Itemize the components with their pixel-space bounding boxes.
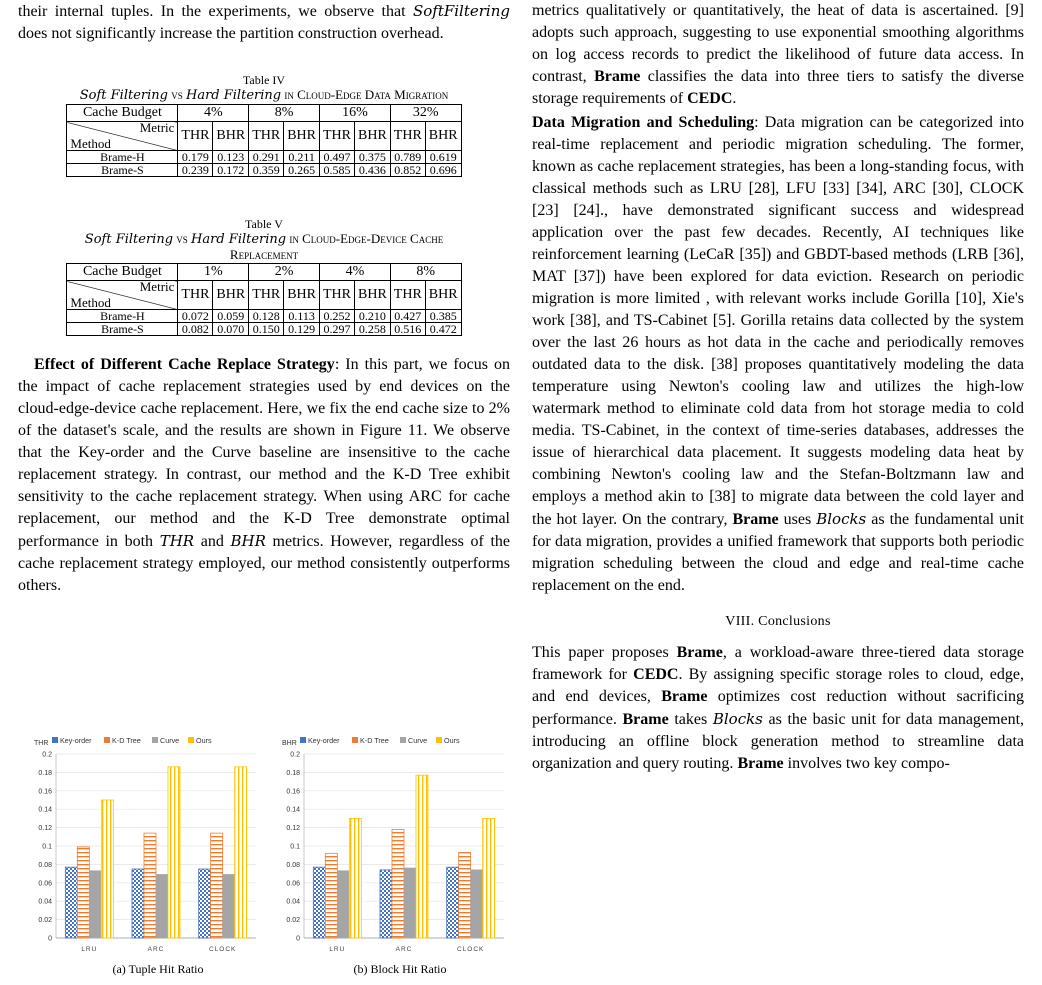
method-label: Method [70, 295, 111, 310]
metric-cell: THR [178, 122, 213, 151]
legend-label: K-D Tree [360, 736, 389, 745]
legend-label: Curve [408, 736, 428, 745]
metric-cell: BHR [425, 122, 461, 151]
value-cell: 0.297 [320, 323, 355, 336]
bar [132, 869, 144, 938]
value-cell: 0.619 [425, 151, 461, 164]
x-tick-label: ARC [147, 946, 165, 953]
table-row [67, 151, 461, 164]
y-tick-label: 0.18 [38, 769, 52, 777]
bar [404, 868, 416, 938]
metric-cell: THR [390, 281, 425, 310]
chart-block-hit-ratio [278, 736, 510, 968]
paragraph-data-migration: Data Migration and Scheduling: Data migration can be categorized into real-time replacement and periodic migration scheduling. The former, known as cache replacement strategies, has been a long-standing focus, with classical methods such as LRU [28], LFU [33] [34], ARC [30], CLOCK [23] [24]., have demonstrated significant success and widespread application over the past few decades. Recently, AI techniques like reinforcement learning (LeCaR [35]) and GBDT-based methods (LRB [36], MAT [37]) have been explored for data eviction. Research on periodic migration is more limited , with relevant works include Gorilla [10], Xie's work [38], and TS-Cabinet [5]. Gorilla retains data collected by the system over the last 26 hours as hot data in the cache and periodically removes outdated data to the disk. [38] proposes quantitatively modeling the data temperature using Newton's cooling law and utilizes the high-low watermark method to eliminate cold data from hot storage media to cold media. TS-Cabinet, in the context of time-series databases, addresses the issue of hierarchical data placement. It suggests modeling data heat by combining Newton's cooling law and the Stefan-Boltzmann law and employs a method akin to [38] to migrate data between the cold layer and the hot layer. On the contrary, Brame uses Blocks as the fundamental unit for data migration, provides a unified framework that supports both periodic migration scheduling between the cloud and edge and real-time cache replacement on the end. [532, 114, 1025, 594]
row-name: Brame-S [67, 164, 178, 177]
legend-label: Key-order [308, 736, 340, 745]
paragraph-conclusions: This paper proposes Brame, a workload-aware three-tiered data storage framework for CEDC. By assigning specific storage roles to cloud, edge, and end devices, Brame optimizes cost reduction without sacrificing performance. Brame takes Blocks as the basic unit for data management, introducing an offline block generation method to streamline data organization and query routing. Brame involves two key compo- [532, 644, 1025, 772]
value-cell: 0.436 [355, 164, 391, 177]
legend-swatch [152, 737, 158, 743]
y-axis-label: BHR [282, 740, 297, 747]
y-tick-label: 0.14 [38, 806, 52, 814]
value-cell: 0.210 [355, 310, 391, 323]
bar [199, 869, 211, 938]
budget-cell: 8% [390, 264, 461, 281]
budget-cell: 8% [249, 105, 320, 122]
value-cell: 0.239 [178, 164, 213, 177]
y-tick-label: 0.1 [290, 843, 300, 851]
y-tick-label: 0.02 [38, 917, 52, 925]
bar [416, 775, 428, 938]
bar [349, 818, 361, 938]
table4-title: Soft Filtering vs Hard Filtering in Cloud-Edge Data Migration [79, 87, 449, 103]
bar [156, 875, 168, 938]
table4-label: Table IV [242, 73, 286, 87]
legend-swatch [436, 737, 442, 743]
value-cell: 0.265 [284, 164, 320, 177]
value-cell: 0.082 [178, 323, 213, 336]
table-row [67, 310, 461, 323]
value-cell: 0.128 [249, 310, 284, 323]
table5 [66, 263, 461, 336]
bar [313, 867, 325, 938]
y-tick-label: 0 [48, 935, 52, 943]
legend-label: Ours [444, 736, 460, 745]
figure-caption-b: (b) Block Hit Ratio [353, 962, 447, 976]
x-tick-label: LRU [329, 946, 346, 953]
metric-cell: THR [249, 122, 284, 151]
figure-caption-a: (a) Tuple Hit Ratio [112, 962, 204, 976]
row-name: Brame-H [67, 151, 178, 164]
value-cell: 0.789 [390, 151, 425, 164]
value-cell: 0.258 [355, 323, 391, 336]
y-tick-label: 0.04 [286, 898, 300, 906]
diagonal-header-cell [67, 281, 178, 310]
table5-title: Soft Filtering vs Hard Filtering in Cloud-Edge-Device Cache Replacement [84, 231, 444, 262]
y-tick-label: 0.06 [38, 880, 52, 888]
bar [89, 871, 101, 938]
value-cell: 0.359 [249, 164, 284, 177]
y-tick-label: 0.18 [286, 769, 300, 777]
value-cell: 0.129 [284, 323, 320, 336]
metric-cell: THR [390, 122, 425, 151]
bar [144, 833, 156, 938]
metric-cell: BHR [284, 281, 320, 310]
value-cell: 0.179 [178, 151, 213, 164]
budget-label: Cache Budget [67, 105, 178, 122]
y-tick-label: 0.06 [286, 880, 300, 888]
value-cell: 0.497 [320, 151, 355, 164]
bar [168, 767, 180, 938]
bar [392, 829, 404, 938]
metric-cell: BHR [284, 122, 320, 151]
bar [101, 800, 113, 938]
y-tick-label: 0.08 [286, 861, 300, 869]
value-cell: 0.059 [213, 310, 249, 323]
legend-swatch [300, 737, 306, 743]
legend-label: Ours [196, 736, 212, 745]
metric-cell: THR [320, 281, 355, 310]
legend-swatch [352, 737, 358, 743]
budget-cell: 32% [390, 105, 461, 122]
metric-cell: BHR [425, 281, 461, 310]
bar [337, 871, 349, 938]
chart-tuple-hit-ratio [30, 736, 262, 968]
bar [380, 870, 392, 938]
x-tick-label: CLOCK [208, 946, 237, 953]
y-tick-label: 0.1 [42, 843, 52, 851]
bar [211, 833, 223, 938]
bar [223, 875, 235, 938]
bar [459, 852, 471, 938]
metric-cell: BHR [213, 281, 249, 310]
metric-cell: BHR [213, 122, 249, 151]
y-tick-label: 0.2 [42, 751, 52, 759]
bar [471, 870, 483, 938]
method-label: Method [70, 136, 111, 151]
budget-label: Cache Budget [67, 264, 178, 281]
bar [65, 867, 77, 938]
value-cell: 0.150 [249, 323, 284, 336]
bar [77, 847, 89, 938]
x-tick-label: CLOCK [456, 946, 485, 953]
right-column [532, 0, 1024, 775]
y-tick-label: 0.08 [38, 861, 52, 869]
bar [325, 853, 337, 938]
legend-swatch [52, 737, 58, 743]
value-cell: 0.252 [320, 310, 355, 323]
value-cell: 0.385 [425, 310, 461, 323]
y-tick-label: 0.04 [38, 898, 52, 906]
value-cell: 0.172 [213, 164, 249, 177]
value-cell: 0.852 [390, 164, 425, 177]
legend-swatch [104, 737, 110, 743]
row-name: Brame-H [67, 310, 178, 323]
y-tick-label: 0.2 [290, 751, 300, 759]
value-cell: 0.211 [284, 151, 320, 164]
y-tick-label: 0.12 [38, 825, 52, 833]
metric-label: Metric [139, 120, 175, 135]
table4 [66, 104, 461, 177]
row-name: Brame-S [67, 323, 178, 336]
y-tick-label: 0.16 [286, 788, 300, 796]
table-row [67, 323, 461, 336]
bar [483, 818, 495, 938]
value-cell: 0.585 [320, 164, 355, 177]
paragraph-effect: Effect of Different Cache Replace Strategy: In this part, we focus on the impact of cache replacement strategies used by end devices on the cloud-edge-device cache replacement. Here, we fix the end cache size to 2% of the dataset's scale, and the results are shown in Figure 11. We observe that the Key-order and the Curve baseline are insensitive to the cache replacement strategy. In contrast, our method and the K-D Tree exhibit sensitivity to the cache replacement strategy. When using ARC for cache replacement, our method and the K-D Tree demonstrate optimal performance in both THR and BHR metrics. However, regardless of the cache replacement strategy employed, our method consistently outperforms others. [18, 356, 511, 594]
y-tick-label: 0.12 [286, 825, 300, 833]
y-tick-label: 0.02 [286, 917, 300, 925]
table5-label: Table V [245, 217, 283, 231]
x-tick-label: ARC [395, 946, 413, 953]
bar [447, 867, 459, 938]
y-axis-label: THR [34, 740, 49, 747]
value-cell: 0.696 [425, 164, 461, 177]
legend-swatch [188, 737, 194, 743]
metric-cell: THR [178, 281, 213, 310]
section-heading-conclusions: VIII. Conclusions [725, 614, 831, 629]
budget-cell: 4% [178, 105, 249, 122]
value-cell: 0.072 [178, 310, 213, 323]
legend-label: Curve [160, 736, 180, 745]
budget-cell: 16% [320, 105, 391, 122]
paragraph-intro: their internal tuples. In the experiments, we observe that SoftFiltering does not significantly increase the partition construction overhead. [18, 2, 510, 42]
table-row [67, 164, 461, 177]
bar [235, 767, 247, 938]
paragraph-heat: metrics qualitatively or quantitatively, the heat of data is ascertained. [9] adopts such approach, suggesting to use exponential smoothing algorithms on log access records to predict the likelihood of future data access. In contrast, Brame classifies the data into three tiers to satisfy the diverse storage requirements of CEDC. [532, 2, 1024, 107]
left-column [18, 0, 510, 597]
value-cell: 0.123 [213, 151, 249, 164]
value-cell: 0.427 [390, 310, 425, 323]
y-tick-label: 0.16 [38, 788, 52, 796]
budget-cell: 2% [249, 264, 320, 281]
budget-cell: 4% [320, 264, 391, 281]
diagonal-header-cell [67, 122, 178, 151]
value-cell: 0.291 [249, 151, 284, 164]
budget-cell: 1% [178, 264, 249, 281]
metric-label: Metric [139, 279, 175, 294]
value-cell: 0.472 [425, 323, 461, 336]
x-tick-label: LRU [81, 946, 98, 953]
legend-label: Key-order [60, 736, 92, 745]
value-cell: 0.113 [284, 310, 320, 323]
value-cell: 0.516 [390, 323, 425, 336]
legend-swatch [400, 737, 406, 743]
legend-label: K-D Tree [112, 736, 141, 745]
metric-cell: THR [320, 122, 355, 151]
y-tick-label: 0.14 [286, 806, 300, 814]
metric-cell: BHR [355, 122, 391, 151]
value-cell: 0.070 [213, 323, 249, 336]
y-tick-label: 0 [296, 935, 300, 943]
metric-cell: BHR [355, 281, 391, 310]
metric-cell: THR [249, 281, 284, 310]
value-cell: 0.375 [355, 151, 391, 164]
